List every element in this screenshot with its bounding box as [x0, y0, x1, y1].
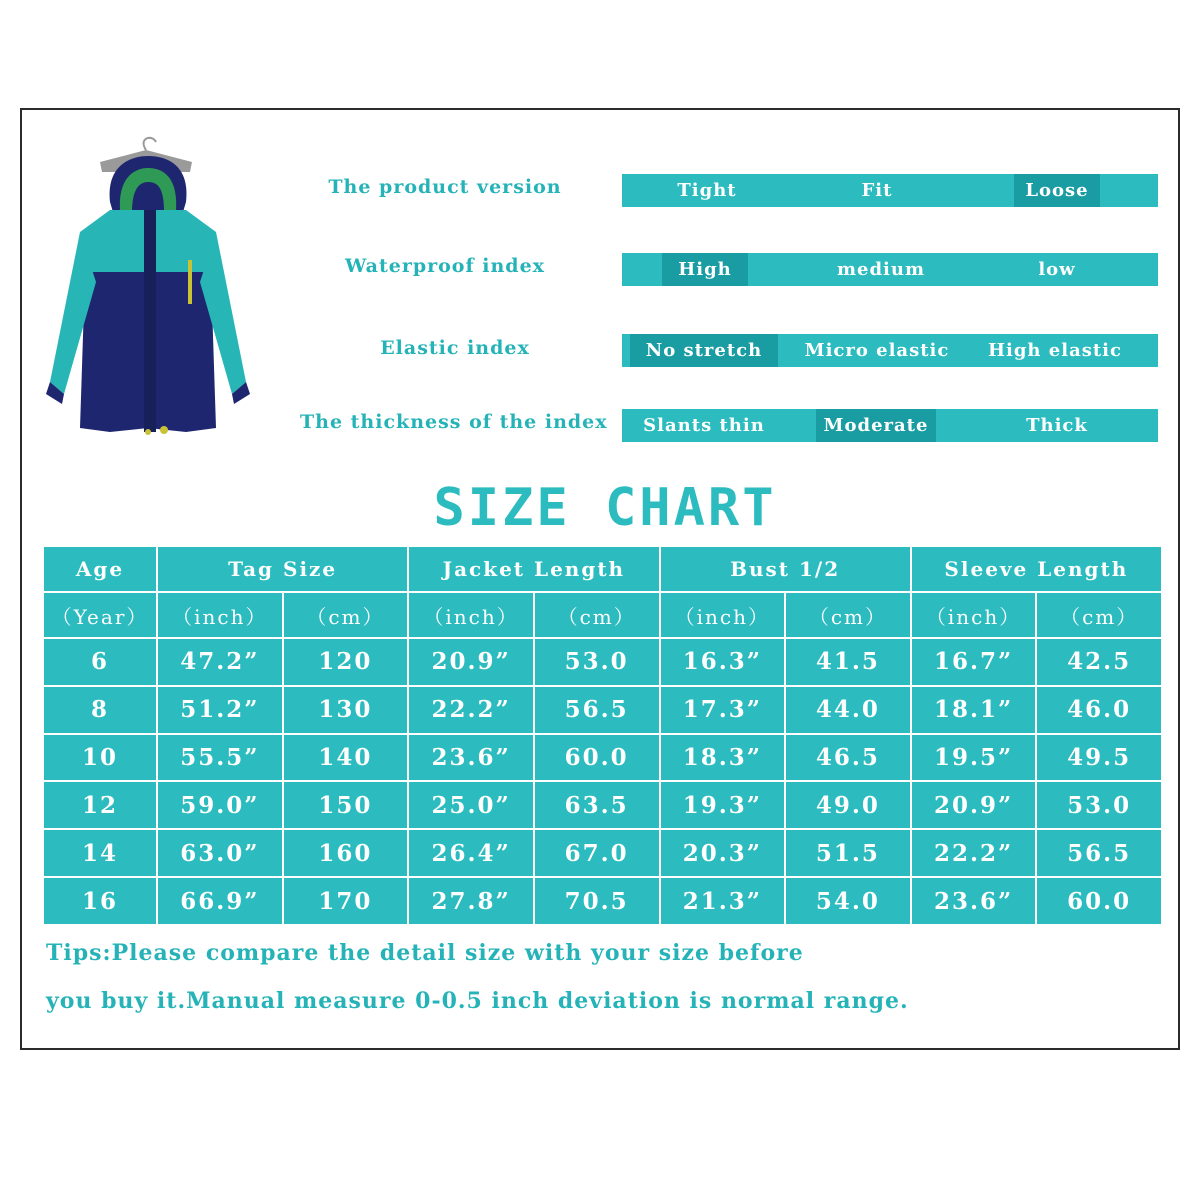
table-cell: 56.5 [1036, 829, 1162, 877]
jacket-product-image [40, 132, 252, 442]
table-cell: 16.3” [660, 638, 786, 686]
table-cell: 27.8” [408, 877, 534, 925]
table-cell: 41.5 [785, 638, 911, 686]
unit-cell: （inch） [408, 592, 534, 638]
unit-cell: （cm） [1036, 592, 1162, 638]
index-label: The product version [328, 176, 562, 198]
header-cell: Sleeve Length [911, 546, 1162, 592]
table-cell: 23.6” [911, 877, 1037, 925]
table-cell: 20.9” [408, 638, 534, 686]
index-option: medium [836, 259, 926, 280]
index-label: Elastic index [380, 337, 530, 359]
index-option: low [1038, 259, 1076, 280]
table-cell: 60.0 [1036, 877, 1162, 925]
header-cell: Tag Size [157, 546, 408, 592]
table-cell: 49.0 [785, 781, 911, 829]
table-cell: 16 [43, 877, 157, 925]
table-cell: 46.0 [1036, 686, 1162, 734]
index-bar [622, 334, 1158, 367]
index-bar [622, 409, 1158, 442]
table-cell: 67.0 [534, 829, 660, 877]
table-cell: 51.2” [157, 686, 283, 734]
table-cell: 25.0” [408, 781, 534, 829]
table-cell: 18.1” [911, 686, 1037, 734]
index-option-selected: Loose [1014, 174, 1100, 207]
unit-cell: （cm） [785, 592, 911, 638]
table-cell: 21.3” [660, 877, 786, 925]
table-cell: 20.9” [911, 781, 1037, 829]
index-bar [622, 253, 1158, 286]
table-cell: 10 [43, 734, 157, 782]
table-cell: 22.2” [911, 829, 1037, 877]
table-row [43, 686, 1162, 734]
table-cell: 150 [283, 781, 409, 829]
index-bar [622, 174, 1158, 207]
index-option: Thick [1026, 415, 1088, 436]
table-row [43, 829, 1162, 877]
tips-line-2: you buy it.Manual measure 0-0.5 inch deviation is normal range. [46, 988, 909, 1014]
header-cell: Age [43, 546, 157, 592]
table-cell: 46.5 [785, 734, 911, 782]
table-cell: 20.3” [660, 829, 786, 877]
index-option-selected: High [662, 253, 748, 286]
header-cell: Jacket Length [408, 546, 659, 592]
table-cell: 12 [43, 781, 157, 829]
table-cell: 49.5 [1036, 734, 1162, 782]
table-units-row [43, 592, 1162, 638]
table-cell: 53.0 [534, 638, 660, 686]
table-row [43, 781, 1162, 829]
table-cell: 8 [43, 686, 157, 734]
index-option: Micro elastic [804, 340, 950, 361]
table-cell: 54.0 [785, 877, 911, 925]
table-cell: 60.0 [534, 734, 660, 782]
index-option: Fit [861, 180, 893, 201]
size-chart-title: SIZE CHART [433, 478, 777, 538]
size-table [42, 545, 1163, 926]
table-cell: 26.4” [408, 829, 534, 877]
table-cell: 14 [43, 829, 157, 877]
table-cell: 6 [43, 638, 157, 686]
table-cell: 59.0” [157, 781, 283, 829]
table-cell: 55.5” [157, 734, 283, 782]
index-option: Slants thin [643, 415, 765, 436]
table-cell: 66.9” [157, 877, 283, 925]
table-header-row [43, 546, 1162, 592]
unit-cell: （cm） [283, 592, 409, 638]
index-option: High elastic [988, 340, 1122, 361]
unit-cell: （inch） [911, 592, 1037, 638]
table-cell: 53.0 [1036, 781, 1162, 829]
table-cell: 19.3” [660, 781, 786, 829]
unit-cell: （inch） [157, 592, 283, 638]
table-cell: 22.2” [408, 686, 534, 734]
table-cell: 19.5” [911, 734, 1037, 782]
table-cell: 42.5 [1036, 638, 1162, 686]
table-cell: 63.5 [534, 781, 660, 829]
table-cell: 130 [283, 686, 409, 734]
unit-cell: （cm） [534, 592, 660, 638]
table-cell: 17.3” [660, 686, 786, 734]
table-cell: 16.7” [911, 638, 1037, 686]
index-option: Tight [677, 180, 737, 201]
index-option-selected: Moderate [816, 409, 936, 442]
tips-line-1: Tips:Please compare the detail size with your size before [46, 940, 804, 966]
table-cell: 44.0 [785, 686, 911, 734]
table-row [43, 638, 1162, 686]
index-label: The thickness of the index [300, 411, 608, 433]
table-cell: 170 [283, 877, 409, 925]
table-cell: 51.5 [785, 829, 911, 877]
table-cell: 23.6” [408, 734, 534, 782]
table-cell: 18.3” [660, 734, 786, 782]
table-cell: 47.2” [157, 638, 283, 686]
table-cell: 160 [283, 829, 409, 877]
header-cell: Bust 1/2 [660, 546, 911, 592]
table-cell: 120 [283, 638, 409, 686]
unit-cell: （inch） [660, 592, 786, 638]
table-row [43, 734, 1162, 782]
index-option-selected: No stretch [630, 334, 778, 367]
table-cell: 70.5 [534, 877, 660, 925]
table-row [43, 877, 1162, 925]
table-cell: 63.0” [157, 829, 283, 877]
index-label: Waterproof index [344, 255, 546, 277]
table-cell: 140 [283, 734, 409, 782]
table-cell: 56.5 [534, 686, 660, 734]
unit-cell: （Year） [43, 592, 157, 638]
